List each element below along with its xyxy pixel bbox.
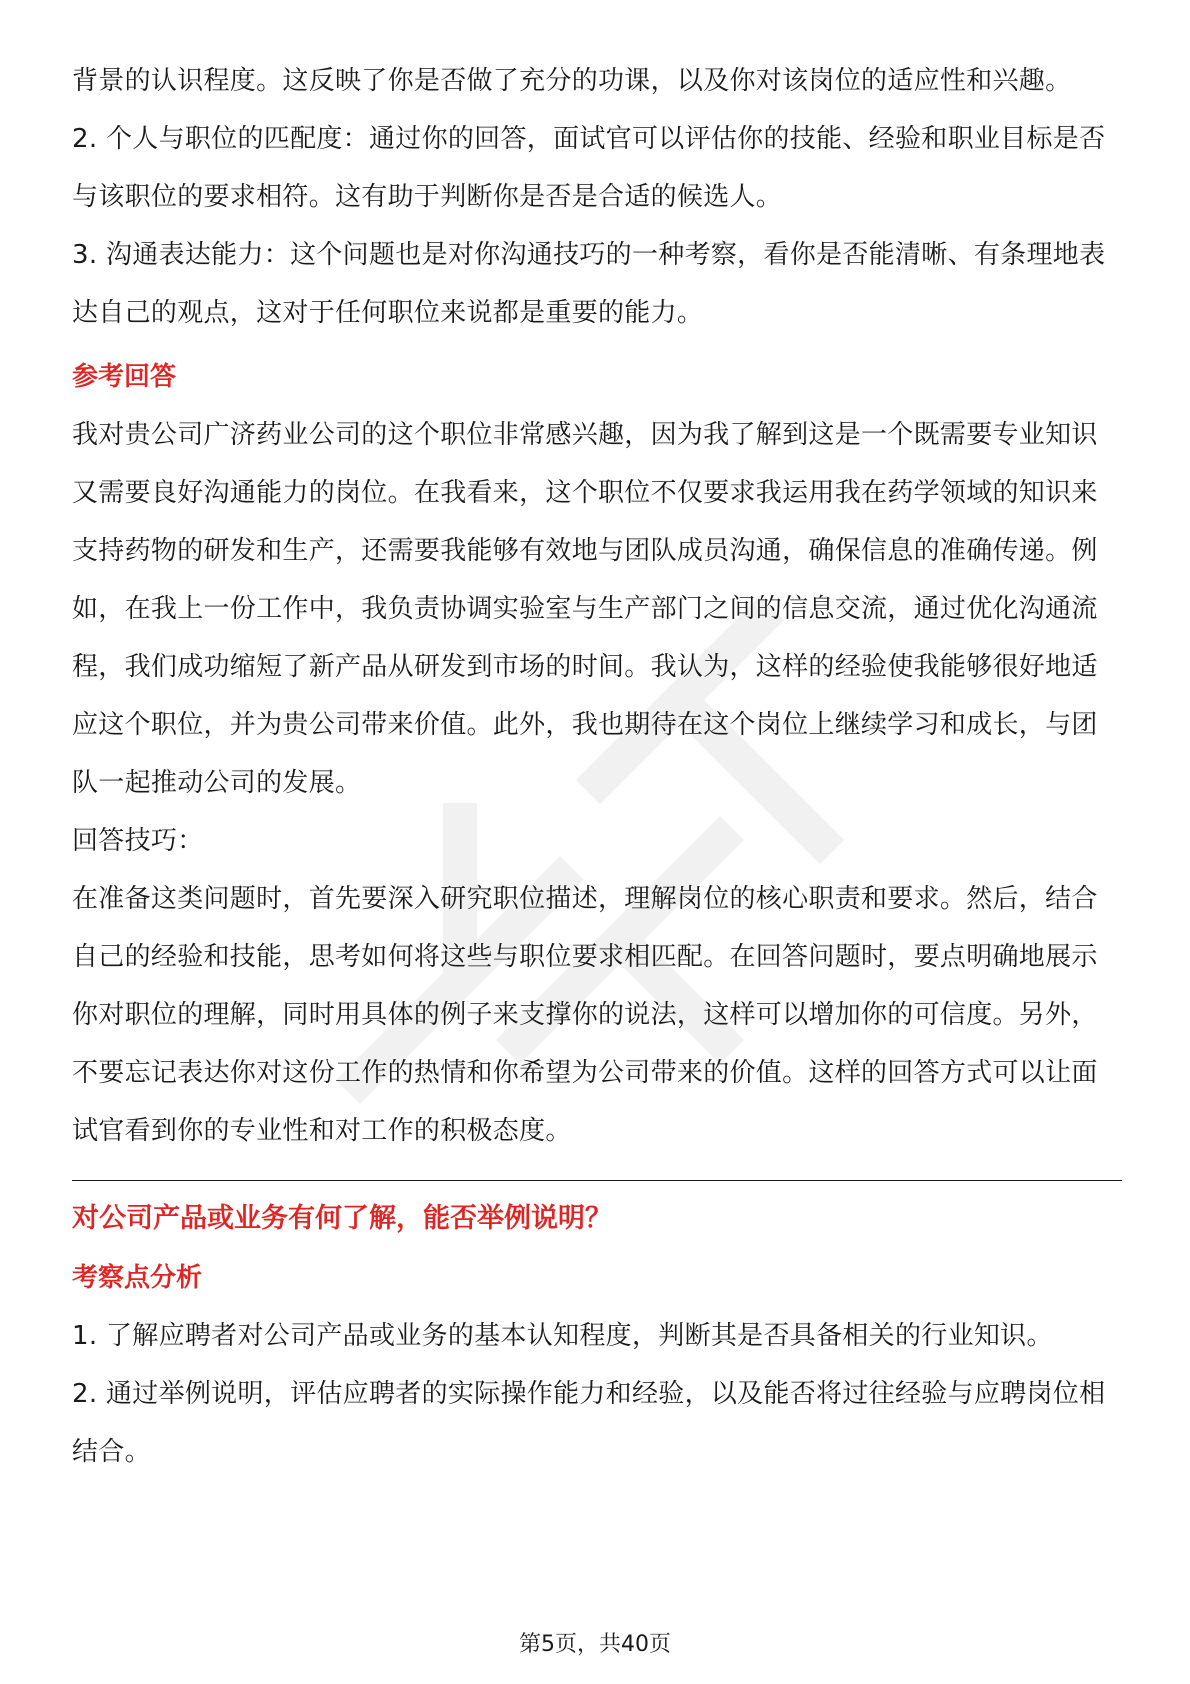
reference-answer-text: 我对贵公司广济药业公司的这个职位非常感兴趣，因为我了解到这是一个既需要专业知识又需要良好沟通能力的岗位。在我看来，这个职位不仅要求我运用我在药学领域的知识来支持药物的研发和生产，还需要我能够有效地与团队成员沟通，确保信息的准确传递。例如，在我上一份工作中，我负责协调实验室与生产部门之间的信息交流，通过优化沟通流程，我们成功缩短了新产品从研发到市场的时间。我认为，这样的经验使我能够很好地适应这个职位，并为贵公司带来价值。此外，我也期待在这个岗位上继续学习和成长，与团队一起推动公司的发展。 bbox=[72, 420, 1098, 798]
answer-tips-text: 在准备这类问题时，首先要深入研究职位描述，理解岗位的核心职责和要求。然后，结合自己的经验和技能，思考如何将这些与职位要求相匹配。在回答问题时，要点明确地展示你对职位的理解，同时用具体的例子来支撑你的说法，这样可以增加你的可信度。另外，不要忘记表达你对这份工作的热情和你希望为公司带来的价值。这样的回答方式可以让面试官看到你的专业性和对工作的积极态度。 bbox=[72, 884, 1098, 1146]
paragraph-intro-continued: 背景的认识程度。这反映了你是否做了充分的功课，以及你对该岗位的适应性和兴趣。 bbox=[72, 66, 1072, 96]
page-number: 第5页，共40页 bbox=[519, 1632, 671, 1657]
question-title: 对公司产品或业务有何了解，能否举例说明？ bbox=[72, 1203, 612, 1234]
document-page bbox=[72, 52, 1122, 1481]
section-divider bbox=[72, 1180, 1122, 1181]
paragraph-point-communication: 3. 沟通表达能力：这个问题也是对你沟通技巧的一种考察，看你是否能清晰、有条理地表达自己的观点，这对于任何职位来说都是重要的能力。 bbox=[72, 240, 1106, 328]
analysis-point-1: 1. 了解应聘者对公司产品或业务的基本认知程度，判断其是否具备相关的行业知识。 bbox=[72, 1321, 1053, 1351]
paragraph-point-fit: 2. 个人与职位的匹配度：通过你的回答，面试官可以评估你的技能、经验和职业目标是否与该职位的要求相符。这有助于判断你是否是合适的候选人。 bbox=[72, 124, 1106, 212]
answer-tips-label: 回答技巧： bbox=[72, 826, 204, 856]
analysis-heading: 考察点分析 bbox=[72, 1263, 203, 1293]
analysis-point-2: 2. 通过举例说明，评估应聘者的实际操作能力和经验，以及能否将过往经验与应聘岗位相结合。 bbox=[72, 1379, 1106, 1467]
reference-answer-heading: 参考回答 bbox=[72, 362, 177, 392]
